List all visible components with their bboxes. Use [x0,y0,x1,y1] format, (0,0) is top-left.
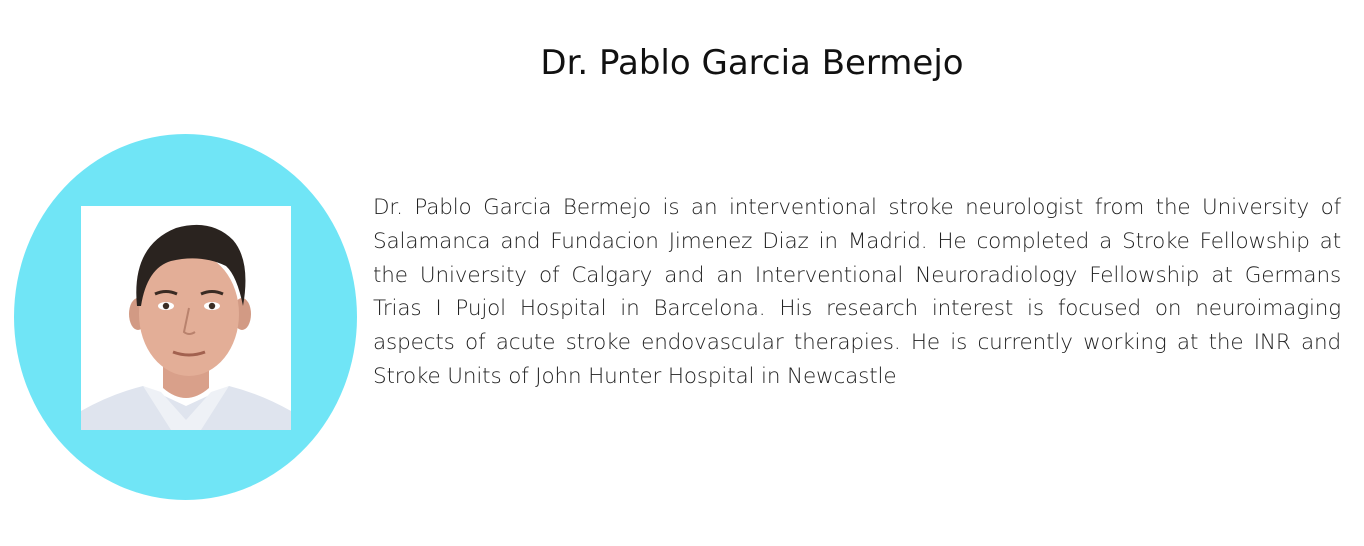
portrait-photo [81,206,291,430]
page-title: Dr. Pablo Garcia Bermejo [540,43,964,83]
biography-text: Dr. Pablo Garcia Bermejo is an interventional stroke neurologist from the University of Salamanca and Fundacion Jimenez Diaz in Madrid. He completed a Stroke Fellowship at the University of Calgary and an Interventional Neuroradiology Fellowship at Germans Trias I Pujol Hospital in Barcelona. His research interest is focused on neuroimaging aspects of acute stroke endovascular therapies. He is currently working at the INR and Stroke Units of John Hunter Hospital in Newcastle [373,195,1341,389]
portrait-photo-icon [81,206,291,430]
